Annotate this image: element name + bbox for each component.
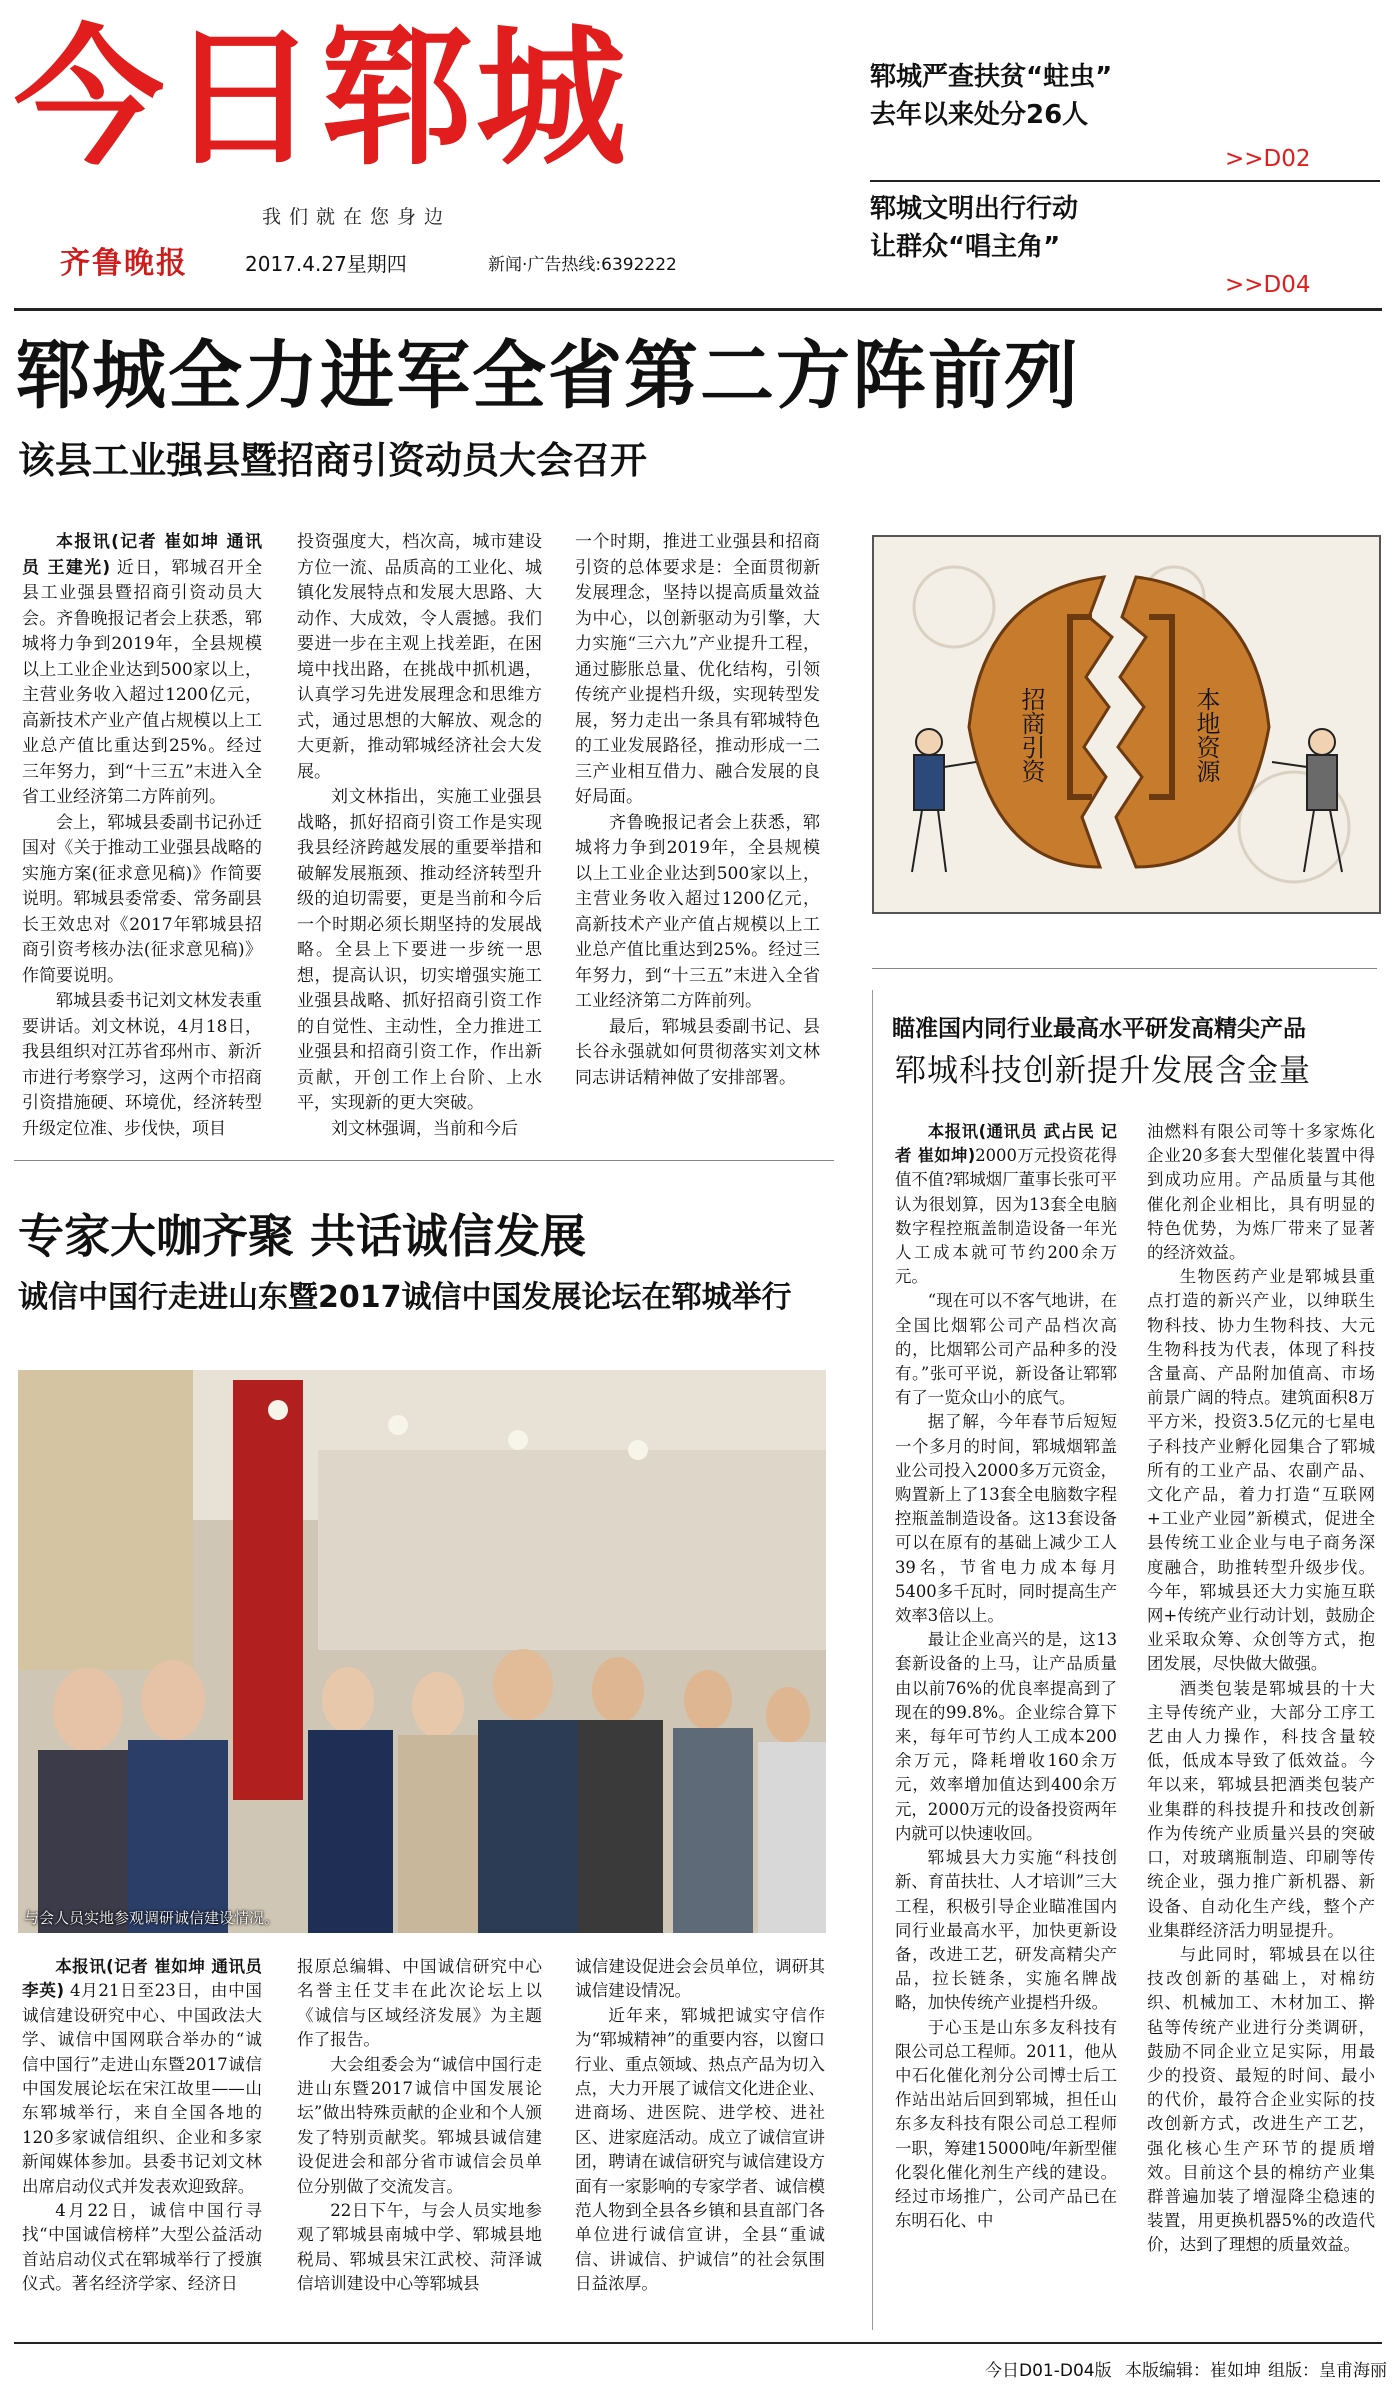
tech-paragraph: 最让企业高兴的是，这13套新设备的上马，让产品质量由以前76%的优良率提高到了现在的99.8%。企业综合算下来，每年可节约人工成本200余万元，降耗增收160余万元，效率增加值达到400余万元，2000万元的设备投资两年内就可以快速收回。 [895, 1630, 1118, 1843]
lead-subhead: 该县工业强县暨招商引资动员大会召开 [18, 439, 647, 482]
forum-paragraph: 诚信建设促进会会员单位，调研其诚信建设情况。 [575, 1957, 825, 2001]
cartoon-label-left: 招商引资 [1017, 687, 1045, 783]
forum-column-1 [22, 1955, 262, 2297]
tech-paragraph: 据了解，今年春节后短短一个多月的时间，郓城烟郓盖业公司投入2000多万元资金，购置新上了13套全电脑数字程控瓶盖制造设备。这13套设备可以在原有的基础上减少工人39名，节省电力成本每月5400多千瓦时，同时提高生产效率3倍以上。 [895, 1412, 1118, 1626]
forum-subhead: 诚信中国行走进山东暨2017诚信中国发展论坛在郓城举行 [18, 1280, 792, 1315]
lead-column-3 [575, 530, 820, 1091]
tech-paragraph: 郓城县大力实施“科技创新、育苗扶壮、人才培训”三大工程，积极引导企业瞄准国内同行业最高水平，加快更新设备，改进工艺，研发高精尖产品，拉长链条，实施名牌战略，加快传统产业提档升级。 [895, 1848, 1117, 2013]
tech-paragraph: 与此同时，郓城县在以往技改创新的基础上，对棉纺织、机械加工、木材加工、擀毡等传统产业进行分类调研，鼓励不同企业立足实际，用最少的投资、最短的时间、最小的代价，最符合企业实际的技改创新方式，改进生产工艺，强化核心生产环节的提质增效。目前这个县的棉纺产业集群普遍加装了增湿降尘稳速的装置，用更换机器5%的改造代价，达到了理想的质量效益。 [1147, 1944, 1375, 2255]
news-hotline: 新闻·广告热线:6392222 [488, 255, 677, 275]
lead-paragraph: 刘文林强调，当前和今后 [331, 1118, 518, 1139]
forum-paragraph: 4月21日至23日，由中国诚信建设研究中心、中国政法大学、诚信中国网联合举办的“诚信中国行”走进山东暨2017诚信中国发展论坛在宋江故里——山东郓城举行，来自全国各地的120多家诚信组织、企业和多家新闻媒体参加。县委书记刘文林出席启动仪式并发表欢迎致辞。 [22, 1981, 262, 2196]
tech-byline: 本报讯(通讯员 武占民 记者 崔如坤) [895, 1122, 1117, 1166]
cartoon-illustration [874, 537, 1379, 912]
cartoon-label-right: 本地资源 [1192, 687, 1220, 783]
teaser-2-line2: 让群众“唱主角” [870, 232, 1061, 262]
lead-headline: 郓城全力进军全省第二方阵前列 [16, 333, 1080, 419]
teaser-1[interactable] [870, 58, 1380, 134]
lead-paragraph: 投资强度大，档次高，城市建设方位一流、品质高的工业化、城镇化发展特点和发展大思路、大动作、大成效，令人震撼。我们要进一步在主观上找差距，在困境中找出路，在挑战中抓机遇，认真学习先进发展理念和思维方式，通过思想的大解放、观念的大更新，推动郓城经济社会大发展。 [297, 532, 542, 782]
forum-photo [18, 1370, 826, 1933]
lead-paragraph: 最后，郓城县委副书记、县长谷永强就如何贯彻落实刘文林同志讲话精神做了安排部署。 [575, 1016, 820, 1088]
teaser-2[interactable] [870, 190, 1380, 266]
teaser-2-page-ref[interactable]: >>D04 [1225, 272, 1311, 298]
forum-paragraph: 大会组委会为“诚信中国行走进山东暨2017诚信中国发展论坛”做出特殊贡献的企业和个人颁发了特别贡献奖。郓城县诚信建设促进会和部分省市诚信会员单位分别做了交流发言。 [297, 2054, 542, 2196]
forum-photo-scene [18, 1370, 826, 1933]
section-divider [14, 1160, 834, 1161]
forum-paragraph: 近年来，郓城把诚实守信作为“郓城精神”的重要内容，以窗口行业、重点领域、热点产品为切入点，大力开展了诚信文化进企业、进商场、进医院、进学校、进社区、进家庭活动。成立了诚信宣讲团，聘请在诚信研究与诚信建设方面有一家影响的专家学者、诚信模范人物到全县各乡镇和县直部门各单位进行诚信宣讲，全县“重诚信、讲诚信、护诚信”的社会氛围日益浓厚。 [575, 2005, 825, 2294]
forum-paragraph: 4月22日，诚信中国行寻找“中国诚信榜样”大型公益活动首站启动仪式在郓城举行了授旗仪式。著名经济学家、经济日 [22, 2201, 262, 2294]
lead-column-2 [297, 530, 542, 1142]
lead-paragraph: 刘文林指出，实施工业强县战略，抓好招商引资工作是实现我县经济跨越发展的重要举措和破解发展瓶颈、推动经济转型升级的迫切需要，更是当前和今后一个时期必须长期坚持的发展战略。全县上下要进一步统一思想，提高认识，切实增强实施工业强县战略、抓好招商引资工作的自觉性、主动性，全力推进工业强县和招商引资工作，作出新贡献，开创工作上台阶、上水平，实现新的更大突破。 [297, 787, 542, 1113]
lead-paragraph: 近日，郓城召开全县工业强县暨招商引资动员大会。齐鲁晚报记者会上获悉，郓城将力争到2019年，全县规模以上工业企业达到500家以上，主营业务收入超过1200亿元，高新技术产业产值占规模以上工业总产值比重达到25%。经过三年努力，到“十三五”末进入全省工业经济第二方阵前列。 [22, 557, 262, 807]
forum-photo-caption: 与会人员实地参观调研诚信建设情况。 [24, 1909, 280, 1927]
footer-editor: 本版编辑：崔如坤 [1125, 2361, 1261, 2381]
footer-rule [14, 2342, 1382, 2344]
cartoon-divider [872, 968, 1377, 969]
footer-layout: 组版：皇甫海丽 [1268, 2361, 1387, 2381]
forum-column-3 [575, 1955, 825, 2297]
forum-byline: 本报讯(记者 崔如坤 通讯员 李英) [22, 1957, 262, 2001]
tech-column-2 [1147, 1120, 1375, 2258]
teaser-1-line2: 去年以来处分26人 [870, 100, 1089, 130]
masthead-rule [14, 308, 1382, 311]
column-divider [872, 990, 873, 2330]
tech-paragraph: 油燃料有限公司等十多家炼化企业20多套大型催化装置中得到成功应用。产品质量与其他催化剂企业相比，具有明显的特色优势，为炼厂带来了显著的经济效益。 [1147, 1122, 1375, 1263]
tech-paragraph: 生物医药产业是郓城县重点打造的新兴产业，以绅联生物科技、协力生物科技、大元生物科技为代表，体现了科技含量高、产品附加值高、市场前景广阔的特点。建筑面积8万平方米，投资3.5亿元的七星电子科技产业孵化园集合了郓城所有的工业产品、农副产品、文化产品，着力打造“互联网+工业产业园”新模式，促进全县传统工业企业与电子商务深度融合，助推转型升级步伐。今年，郓城县还大力实施互联网+传统产业行动计划，鼓励企业采取众筹、众创等方式，抱团发展，尽快做大做强。 [1147, 1267, 1375, 1674]
forum-column-2 [297, 1955, 542, 2297]
tech-paragraph: 2000万元投资花得值不值?郓城烟厂董事长张可平认为很划算，因为13套全电脑数字程控瓶盖制造设备一年光人工成本就可节约200余万元。 [895, 1146, 1117, 1287]
editorial-cartoon [872, 535, 1381, 914]
tech-paragraph: 于心玉是山东多友科技有限公司总工程师。2011，他从中石化催化剂分公司博士后工作站出站后回到郓城，担任山东多友科技有限公司总工程师一职，筹建15000吨/年新型催化裂化催化剂生产线的建设。经过市场推广，公司产品已在东明石化、中 [895, 2017, 1118, 2231]
forum-paragraph: 报原总编辑、中国诚信研究中心名誉主任艾丰在此次论坛上以《诚信与区域经济发展》为主题作了报告。 [297, 1957, 542, 2050]
tech-kicker: 瞄准国内同行业最高水平研发高精尖产品 [892, 1016, 1306, 1042]
forum-paragraph: 22日下午，与会人员实地参观了郓城县南城中学、郓城县地税局、郓城县宋江武校、菏泽诚信培训建设中心等郓城县 [297, 2201, 542, 2294]
teaser-1-page-ref[interactable]: >>D02 [1225, 146, 1311, 172]
teaser-2-line1: 郓城文明出行行动 [870, 194, 1079, 224]
lead-paragraph: 一个时期，推进工业强县和招商引资的总体要求是：全面贯彻新发展理念，坚持以提高质量效益为中心，以创新驱动为引擎，大力实施“三六九”产业提升工程，通过膨胀总量、优化结构，引领传统产业提档升级，实现转型发展，努力走出一条具有郓城特色的工业发展路径，推动形成一二三产业相互借力、融合发展的良好局面。 [575, 532, 820, 807]
newspaper-logo: 齐鲁晚报 [60, 246, 188, 281]
lead-paragraph: 郓城县委书记刘文林发表重要讲话。刘文林说，4月18日，我县组织对江苏省邳州市、新沂市进行考察学习，这两个市招商引资措施硬、环境优，经济转型升级定位准、步伐快，项目 [22, 991, 262, 1139]
forum-headline: 专家大咖齐聚 共话诚信发展 [18, 1209, 587, 1263]
tech-paragraph: 酒类包装是郓城县的十大主导传统产业，大部分工序工艺由人力操作，科技含量较低，低成本导致了低效益。今年以来，郓城县把酒类包装产业集群的科技提升和技改创新作为传统产业质量兴县的突破口，对玻璃瓶制造、印刷等传统企业，强力推广新机器、新设备、自动化生产线，整个产业集群经济活力明显提升。 [1147, 1678, 1375, 1940]
tech-paragraph: “现在可以不客气地讲，在全国比烟郓公司产品档次高的，比烟郓公司产品种多的没有。”张可平说，新设备让郓郓有了一览众山小的底气。 [895, 1291, 1117, 1408]
tech-column-1 [895, 1120, 1117, 2233]
footer-pages: 今日D01-D04版 [985, 2361, 1112, 2381]
teaser-1-line1: 郓城严查扶贫“蛀虫” [870, 62, 1113, 92]
lead-byline: 本报讯(记者 崔如坤 通讯员 王建光) [22, 532, 262, 578]
lead-paragraph: 齐鲁晚报记者会上获悉，郓城将力争到2019年，全县规模以上工业企业达到500家以上，主营业务收入超过1200亿元，高新技术产业产值占规模以上工业总产值比重达到25%。经过三年努力，到“十三五”末进入全省工业经济第二方阵前列。 [575, 812, 820, 1011]
masthead-slogan: 我们就在您身边 [262, 206, 452, 228]
issue-date: 2017.4.27星期四 [245, 252, 407, 276]
teaser-divider [870, 180, 1380, 182]
lead-paragraph: 会上，郓城县委副书记孙迁国对《关于推动工业强县战略的实施方案(征求意见稿)》作简要说明。郓城县委常委、常务副县长王效忠对《2017年郓城县招商引资考核办法(征求意见稿)》作简要说明。 [22, 812, 262, 986]
tech-headline: 郓城科技创新提升发展含金量 [895, 1053, 1311, 1089]
lead-column-1 [22, 530, 262, 1142]
masthead-title: 今日郓城 [14, 12, 631, 186]
